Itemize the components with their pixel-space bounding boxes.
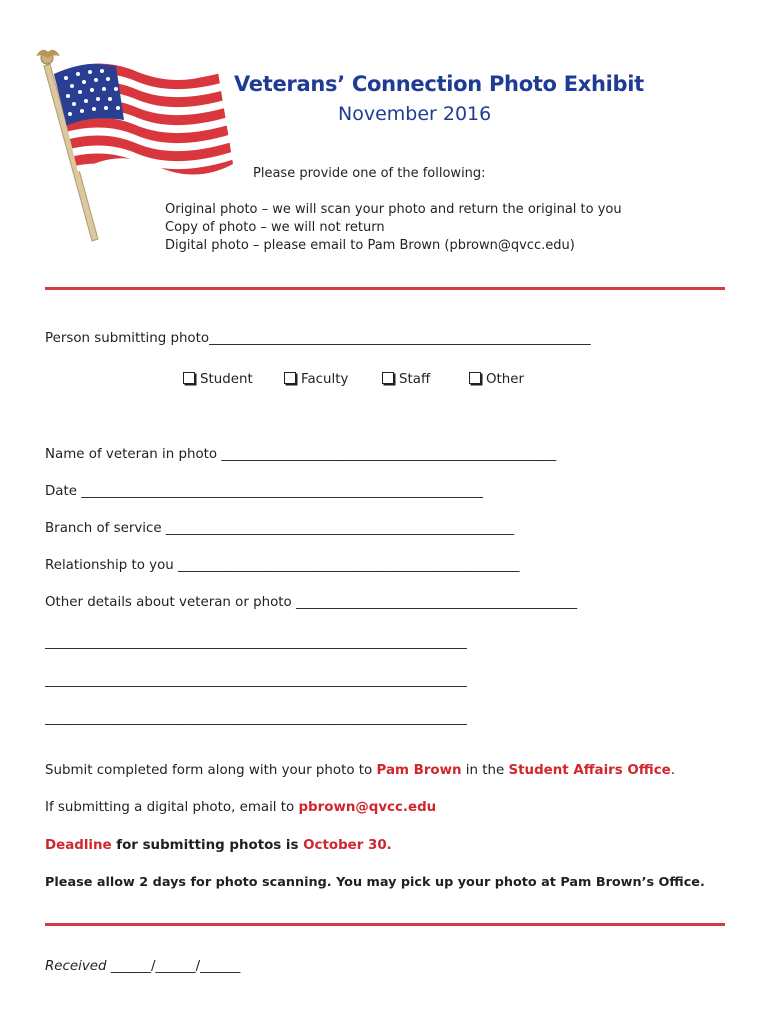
checkbox-icon[interactable] <box>382 372 394 384</box>
branch-label: Branch of service <box>45 521 162 536</box>
page-subtitle: November 2016 <box>338 103 492 125</box>
role-faculty-label: Faculty <box>301 372 349 387</box>
role-student-label: Student <box>200 372 253 387</box>
relationship-field[interactable] <box>45 558 725 573</box>
received-blank[interactable]: ______/______/______ <box>110 959 241 974</box>
branch-field[interactable] <box>45 521 725 536</box>
date-field[interactable] <box>45 484 725 499</box>
role-other[interactable] <box>469 372 524 387</box>
checkbox-icon[interactable] <box>469 372 481 384</box>
scanning-note: Please allow 2 days for photo scanning. You may pick up your photo at Pam Brown’s Office. <box>45 875 705 890</box>
submit-mid: in the <box>461 763 509 778</box>
relationship-blank[interactable]: ___________________________________________________ <box>178 558 520 573</box>
details-label: Other details about veteran or photo <box>45 595 292 610</box>
divider-bottom <box>45 923 725 926</box>
intro-option-original: Original photo – we will scan your photo and return the original to you <box>165 202 622 217</box>
submit-office: Student Affairs Office <box>508 763 671 778</box>
date-label: Date <box>45 484 78 499</box>
divider-top <box>45 287 725 290</box>
deadline-date: October 30. <box>303 838 392 853</box>
branch-blank[interactable]: ____________________________________________________ <box>165 521 515 536</box>
veteran-name-label: Name of veteran in photo <box>45 447 218 462</box>
checkbox-icon[interactable] <box>284 372 296 384</box>
role-student[interactable] <box>183 372 253 387</box>
intro-option-digital: Digital photo – please email to Pam Brown (pbrown@qvcc.edu) <box>165 238 575 253</box>
received-label: Received <box>45 959 107 974</box>
digital-prefix: If submitting a digital photo, email to <box>45 800 299 815</box>
digital-email-link[interactable]: pbrown@qvcc.edu <box>298 800 437 815</box>
role-staff-label: Staff <box>399 372 431 387</box>
checkbox-icon[interactable] <box>183 372 195 384</box>
details-blank[interactable]: __________________________________________ <box>296 595 578 610</box>
veteran-name-blank[interactable]: __________________________________________________ <box>221 447 557 462</box>
digital-instruction <box>45 800 436 815</box>
intro-option-copy: Copy of photo – we will not return <box>165 220 385 235</box>
deadline-instruction <box>45 838 392 853</box>
submit-instruction <box>45 763 675 778</box>
role-faculty[interactable] <box>284 372 348 387</box>
role-other-label: Other <box>486 372 525 387</box>
deadline-mid: for submitting photos is <box>111 838 304 853</box>
deadline-word: Deadline <box>45 838 112 853</box>
details-line-1[interactable]: _______________________________________________________________ <box>45 635 467 650</box>
relationship-label: Relationship to you <box>45 558 174 573</box>
details-line-2[interactable]: _______________________________________________________________ <box>45 673 467 688</box>
person-submitting-blank[interactable]: _________________________________________________________ <box>209 331 591 346</box>
submit-name: Pam Brown <box>376 763 462 778</box>
details-field[interactable] <box>45 595 725 610</box>
submit-suffix: . <box>670 763 676 778</box>
person-submitting-label: Person submitting photo <box>45 331 210 346</box>
details-line-3[interactable]: _______________________________________________________________ <box>45 711 467 726</box>
received-field[interactable] <box>45 959 240 974</box>
veteran-name-field[interactable] <box>45 447 725 462</box>
role-staff[interactable] <box>382 372 430 387</box>
intro-prompt: Please provide one of the following: <box>253 166 486 181</box>
page-title: Veterans’ Connection Photo Exhibit <box>234 72 644 96</box>
submit-prefix: Submit completed form along with your photo to <box>45 763 377 778</box>
person-submitting-field[interactable] <box>45 331 725 346</box>
date-blank[interactable]: ____________________________________________________________ <box>81 484 483 499</box>
